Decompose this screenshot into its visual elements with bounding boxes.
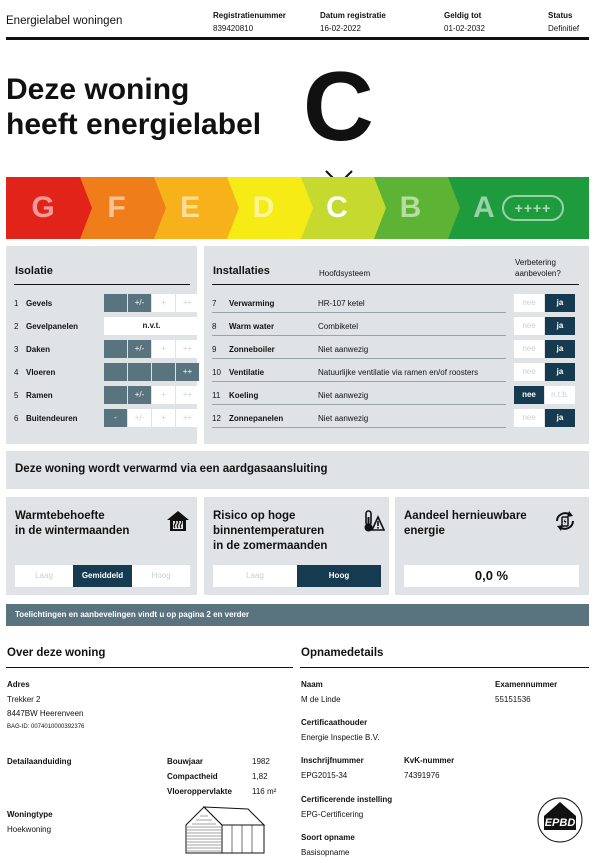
- risico-option-laag: Laag: [213, 565, 297, 587]
- installatie-row-nr: 9: [212, 345, 217, 354]
- isolatie-scale-cell: +/-: [128, 409, 151, 427]
- installatie-row-label: Ventilatie: [229, 368, 265, 377]
- isolatie-scale-cell: ++: [176, 409, 199, 427]
- isolatie-scale: [104, 409, 200, 427]
- isolatie-scale-cell: [104, 340, 127, 358]
- compactheid-label: Compactheid: [167, 772, 218, 781]
- warmte-option-hoog: Hoog: [132, 565, 190, 587]
- installatie-row-label: Zonneboiler: [229, 345, 275, 354]
- installatie-row-nr: 11: [212, 391, 221, 400]
- inschrijfnummer-label: Inschrijfnummer: [301, 756, 364, 765]
- epbd-logo-icon: [536, 796, 584, 844]
- label-class-letter: D: [252, 191, 275, 224]
- vloeroppervlakte-value: 116 m²: [252, 787, 277, 796]
- naam-label: Naam: [301, 680, 323, 689]
- isolatie-scale-cell: +: [152, 340, 175, 358]
- isolatie-row-label: Vloeren: [26, 368, 56, 377]
- isolatie-scale: [104, 340, 200, 358]
- certificaathouder-label: Certificaathouder: [301, 718, 368, 727]
- certificaathouder-value: Energie Inspectie B.V.: [301, 733, 380, 742]
- label-class-e: [153, 177, 239, 239]
- bouwjaar-value: 1982: [252, 757, 270, 766]
- isolatie-panel: [6, 246, 197, 444]
- installatie-row: [212, 363, 574, 381]
- isolatie-row-nr: 3: [14, 345, 19, 354]
- risico-panel: [204, 497, 389, 595]
- header-status: Status Definitief: [548, 11, 580, 33]
- installaties-divider: [212, 284, 579, 285]
- hernieuwbaar-panel: [395, 497, 589, 595]
- installatie-row-value: HR-107 ketel: [318, 299, 365, 308]
- installatie-row-line: [212, 335, 506, 336]
- over-woning-title: Over deze woning: [7, 647, 106, 659]
- isolatie-row-nr: 6: [14, 414, 19, 423]
- installatie-row-line: [212, 312, 506, 313]
- installatie-row: [212, 340, 574, 358]
- verbetering-option-2: ja: [545, 340, 575, 358]
- label-class-letter: B: [399, 191, 422, 224]
- isolatie-scale-cell: [128, 363, 151, 381]
- label-plus-indicator: ++++: [502, 195, 564, 221]
- inschrijfnummer-value: EPG2015-34: [301, 771, 348, 780]
- warmte-option-gemiddeld: Gemiddeld: [73, 565, 132, 587]
- isolatie-scale-cell: ++: [176, 294, 199, 312]
- warmte-option-laag: Laag: [15, 565, 73, 587]
- installatie-row-label: Verwarming: [229, 299, 275, 308]
- installatie-row-value: Natuurlijke ventilatie via ramen en/of roosters: [318, 368, 479, 377]
- isolatie-scale-cell: ++: [176, 340, 199, 358]
- verbetering-option-1: nee: [514, 386, 544, 404]
- adres-street: Trekker 2: [7, 695, 41, 704]
- hernieuwbaar-value: 0,0 %: [404, 565, 579, 587]
- verbetering-option-2: ja: [545, 294, 575, 312]
- header-datum-registratie: Datum registratie 16-02-2022: [320, 11, 386, 33]
- verbetering-option-2: ja: [545, 409, 575, 427]
- header-geldig-tot: Geldig tot 01-02-2032: [444, 11, 485, 33]
- thermometer-warning-icon: [361, 509, 385, 533]
- isolatie-row-label: Daken: [26, 345, 51, 354]
- installatie-row-line: [212, 427, 506, 428]
- vloeroppervlakte-label: Vloeroppervlakte: [167, 787, 232, 796]
- renewable-cycle-icon: [553, 509, 577, 533]
- label-class-letter: F: [107, 191, 126, 224]
- isolatie-scale-cell: ++: [176, 363, 199, 381]
- house-heat-icon: [166, 509, 190, 533]
- verbetering-option-1: nee: [514, 409, 544, 427]
- isolatie-scale-cell: +: [152, 294, 175, 312]
- label-class-letter: E: [179, 191, 200, 224]
- isolatie-divider: [14, 284, 190, 285]
- opnamedetails-title: Opnamedetails: [301, 647, 384, 659]
- adres-postcode: 8447BW Heerenveen: [7, 709, 84, 718]
- certificerende-instelling-label: Certificerende instelling: [301, 795, 393, 804]
- risico-title: Risico op hoge binnentemperaturen in de zomermaanden: [213, 510, 328, 552]
- installatie-row-nr: 7: [212, 299, 217, 308]
- isolatie-scale-cell: ++: [176, 386, 199, 404]
- opnamedetails-divider: [300, 667, 589, 668]
- isolatie-title: Isolatie: [15, 265, 53, 277]
- soort-opname-value: Basisopname: [301, 848, 350, 857]
- isolatie-row-nr: 2: [14, 322, 19, 331]
- label-class-b: [374, 177, 460, 239]
- installatie-row-label: Zonnepanelen: [229, 414, 284, 423]
- installaties-panel: [204, 246, 589, 444]
- installaties-title: Installaties: [213, 265, 270, 277]
- installatie-row-value: Niet aanwezig: [318, 345, 369, 354]
- naam-value: M de Linde: [301, 695, 341, 704]
- warmtebehoefte-scale: [15, 565, 190, 587]
- headline-energy-label: C: [303, 51, 374, 161]
- woningtype-label: Woningtype: [7, 810, 53, 819]
- installatie-row-label: Warm water: [229, 322, 275, 331]
- isolatie-scale-cell: +/-: [128, 340, 151, 358]
- isolatie-scale-cell: [104, 294, 127, 312]
- isolatie-row-nr: 1: [14, 299, 19, 308]
- warmtebehoefte-panel: [6, 497, 197, 595]
- warmtebehoefte-title: Warmtebehoefte in de wintermaanden: [15, 510, 130, 537]
- detailaanduiding-label: Detailaanduiding: [7, 757, 72, 766]
- risico-scale: [213, 565, 381, 587]
- label-class-g: [6, 177, 92, 239]
- installatie-row-nr: 10: [212, 368, 221, 377]
- label-class-letter: C: [326, 191, 348, 224]
- isolatie-row-label: Buitendeuren: [26, 414, 78, 423]
- bag-id: BAG-ID: 0074010000392376: [7, 724, 85, 730]
- isolatie-scale-cell: -: [104, 409, 127, 427]
- svg-text:EPBD: EPBD: [544, 817, 576, 829]
- installaties-col-verbetering: Verbetering aanbevolen?: [515, 258, 561, 278]
- isolatie-na: n.v.t.: [104, 317, 199, 335]
- document-header: [6, 6, 589, 40]
- examennummer-label: Examennummer: [495, 680, 558, 689]
- installatie-row: [212, 317, 574, 335]
- isolatie-row-nr: 4: [14, 368, 19, 377]
- isolatie-scale: [104, 294, 200, 312]
- kvk-label: KvK-nummer: [404, 756, 455, 765]
- isolatie-row-label: Gevels: [26, 299, 53, 308]
- verbetering-option-2: ja: [545, 317, 575, 335]
- isolatie-scale-cell: +: [152, 386, 175, 404]
- isolatie-scale-cell: +/-: [128, 386, 151, 404]
- label-class-letter: A: [473, 191, 495, 224]
- headline: Deze woning heeft energielabel: [6, 73, 262, 141]
- kvk-value: 74391976: [404, 771, 440, 780]
- isolatie-scale-cell: [104, 386, 127, 404]
- examennummer-value: 55151536: [495, 695, 531, 704]
- installatie-row-nr: 8: [212, 322, 217, 331]
- verbetering-option-1: nee: [514, 317, 544, 335]
- corner-house-icon: [184, 803, 266, 855]
- isolatie-scale-cell: [104, 363, 127, 381]
- header-registratienummer: Registratienummer 839420810: [213, 11, 286, 33]
- verwarming-note: Deze woning wordt verwarmd via een aardgasaansluiting: [6, 451, 589, 489]
- label-class-d: [227, 177, 313, 239]
- verbetering-option-1: nee: [514, 340, 544, 358]
- over-woning-divider: [6, 667, 293, 668]
- installatie-row: [212, 386, 574, 404]
- compactheid-value: 1,82: [252, 772, 268, 781]
- isolatie-row-label: Gevelpanelen: [26, 322, 79, 331]
- installatie-row-value: Combiketel: [318, 322, 359, 331]
- woningtype-value: Hoekwoning: [7, 825, 52, 834]
- isolatie-scale-cell: +: [152, 409, 175, 427]
- installatie-row-value: Niet aanwezig: [318, 414, 369, 423]
- installatie-row: [212, 294, 574, 312]
- risico-option-hoog: Hoog: [297, 565, 381, 587]
- document-title: Energielabel woningen: [6, 15, 123, 27]
- certificerende-instelling-value: EPG-Certificering: [301, 810, 364, 819]
- hernieuwbaar-title: Aandeel hernieuwbare energie: [404, 510, 527, 537]
- verbetering-option-2: n.t.b.: [545, 386, 575, 404]
- verbetering-option-2: ja: [545, 363, 575, 381]
- adres-label: Adres: [7, 680, 30, 689]
- label-class-letter: G: [31, 191, 55, 224]
- installatie-row-line: [212, 358, 506, 359]
- installatie-row-value: Niet aanwezig: [318, 391, 369, 400]
- isolatie-scale: [104, 363, 200, 381]
- label-class-c: [300, 177, 386, 239]
- installatie-row-line: [212, 381, 506, 382]
- label-class-f: [80, 177, 166, 239]
- energy-label-scale: [6, 177, 589, 239]
- isolatie-scale-cell: [152, 363, 175, 381]
- isolatie-scale: [104, 386, 200, 404]
- soort-opname-label: Soort opname: [301, 833, 355, 842]
- installatie-row-label: Koeling: [229, 391, 259, 400]
- installatie-row: [212, 409, 574, 427]
- bouwjaar-label: Bouwjaar: [167, 757, 204, 766]
- verbetering-option-1: nee: [514, 363, 544, 381]
- isolatie-scale: [104, 317, 200, 335]
- installatie-row-nr: 12: [212, 414, 221, 423]
- isolatie-row-label: Ramen: [26, 391, 53, 400]
- isolatie-scale-cell: +/-: [128, 294, 151, 312]
- verbetering-option-1: nee: [514, 294, 544, 312]
- toelichting-bar: Toelichtingen en aanbevelingen vindt u op pagina 2 en verder: [6, 604, 589, 626]
- installaties-col-hoofdsysteem: Hoofdsysteem: [319, 269, 371, 278]
- installatie-row-line: [212, 404, 506, 405]
- isolatie-row-nr: 5: [14, 391, 19, 400]
